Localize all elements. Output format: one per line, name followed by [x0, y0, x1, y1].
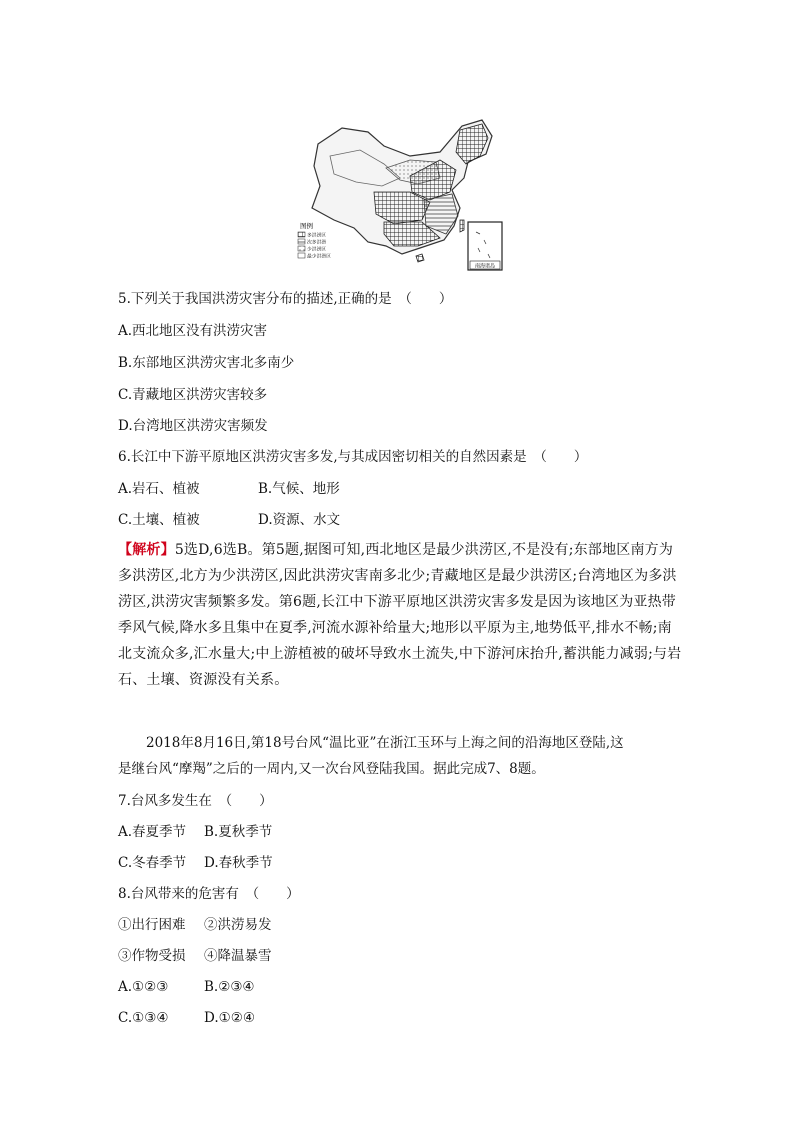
- analysis-block: [118, 537, 686, 693]
- q6-option-b: B.气候、地形: [258, 481, 340, 497]
- q8-options-row1: [118, 978, 255, 996]
- q6-option-c: C.土壤、植被: [118, 512, 200, 528]
- q8-option-d: D.①②④: [204, 1010, 255, 1026]
- q8-item-4: ④降温暴雪: [204, 948, 272, 964]
- inset-label: 南海诸岛: [474, 263, 496, 270]
- q7-option-c: C.冬春季节: [118, 855, 187, 871]
- analysis-tag: 【解析】: [118, 542, 175, 558]
- q7-options-row2: [118, 854, 273, 872]
- analysis-body: 第5题,据图可知,西北地区是最少洪涝区,不是没有;东部地区南方为多洪涝区,北方为少洪涝区,因此洪涝灾害南多北少;青藏地区是最少洪涝区;台湾地区为多洪涝区,洪涝灾害频繁多发。第6题,长江中下游平原地区洪涝灾害多发是因为该地区为亚热带季风气候,降水多且集中在夏季,河流水源补给量大;地形以平原为主,地势低平,排水不畅;南北支流众多,汇水量大;中上游植被的破坏导致水土流失,中下游河床抬升,蓄洪能力减弱;与岩石、土壤、资源没有关系。: [118, 542, 682, 688]
- q5-option-b: B.东部地区洪涝灾害北多南少: [118, 355, 295, 371]
- northeast-region: [456, 124, 488, 164]
- q5-option-d: D.台湾地区洪涝灾害频发: [118, 418, 268, 434]
- taiwan: [460, 220, 464, 232]
- legend-item: 多洪涝区: [307, 233, 327, 239]
- q8-stem: 8.台风带来的危害有 （ ）: [118, 886, 300, 902]
- q6-option-a: A.岩石、植被: [118, 481, 200, 497]
- q5-stem: 5.下列关于我国洪涝灾害分布的描述,正确的是 （ ）: [118, 291, 453, 307]
- q8-options-row2: [118, 1009, 255, 1027]
- map-legend: [298, 221, 331, 260]
- passage-line-1: 2018年8月16日,第18号台风“温比亚”在浙江玉环与上海之间的沿海地区登陆,这: [146, 735, 624, 751]
- q7-stem: 7.台风多发生在 （ ）: [118, 793, 273, 809]
- q8-items-row1: [118, 916, 272, 934]
- legend-item: 少洪涝区: [307, 247, 327, 253]
- q5-option-c: C.青藏地区洪涝灾害较多: [118, 387, 268, 403]
- q6-options-row1: [118, 480, 340, 498]
- q5-option-a: A.西北地区没有洪涝灾害: [118, 323, 268, 339]
- legend-item: 最少洪涝区: [307, 254, 331, 260]
- q8-item-2: ②洪涝易发: [204, 917, 272, 933]
- legend-title: 图例: [300, 222, 313, 230]
- q8-item-3: ③作物受损: [118, 948, 186, 964]
- legend-item: 次多洪涝: [307, 240, 327, 246]
- q8-option-c: C.①③④: [118, 1010, 169, 1026]
- q6-options-row2: [118, 511, 340, 529]
- analysis-answer: 5选D,6选B。: [174, 542, 262, 558]
- q7-option-b: B.夏秋季节: [204, 824, 273, 840]
- q7-option-a: A.春夏季节: [118, 824, 187, 840]
- hainan: [416, 254, 424, 262]
- q6-option-d: D.资源、水文: [258, 512, 341, 528]
- q8-option-a: A.①②③: [118, 979, 169, 995]
- passage-line-2: 是继台风“摩羯”之后的一周内,又一次台风登陆我国。据此完成7、8题。: [118, 761, 545, 777]
- q6-stem: 6.长江中下游平原地区洪涝灾害多发,与其成因密切相关的自然因素是 （ ）: [118, 449, 588, 465]
- q7-option-d: D.春秋季节: [204, 855, 273, 871]
- q8-item-1: ①出行困难: [118, 917, 186, 933]
- china-flood-map: [290, 116, 510, 274]
- south-china-sea-inset: [468, 222, 502, 270]
- q8-items-row2: [118, 947, 272, 965]
- q7-options-row1: [118, 823, 272, 841]
- q8-option-b: B.②③④: [204, 979, 255, 995]
